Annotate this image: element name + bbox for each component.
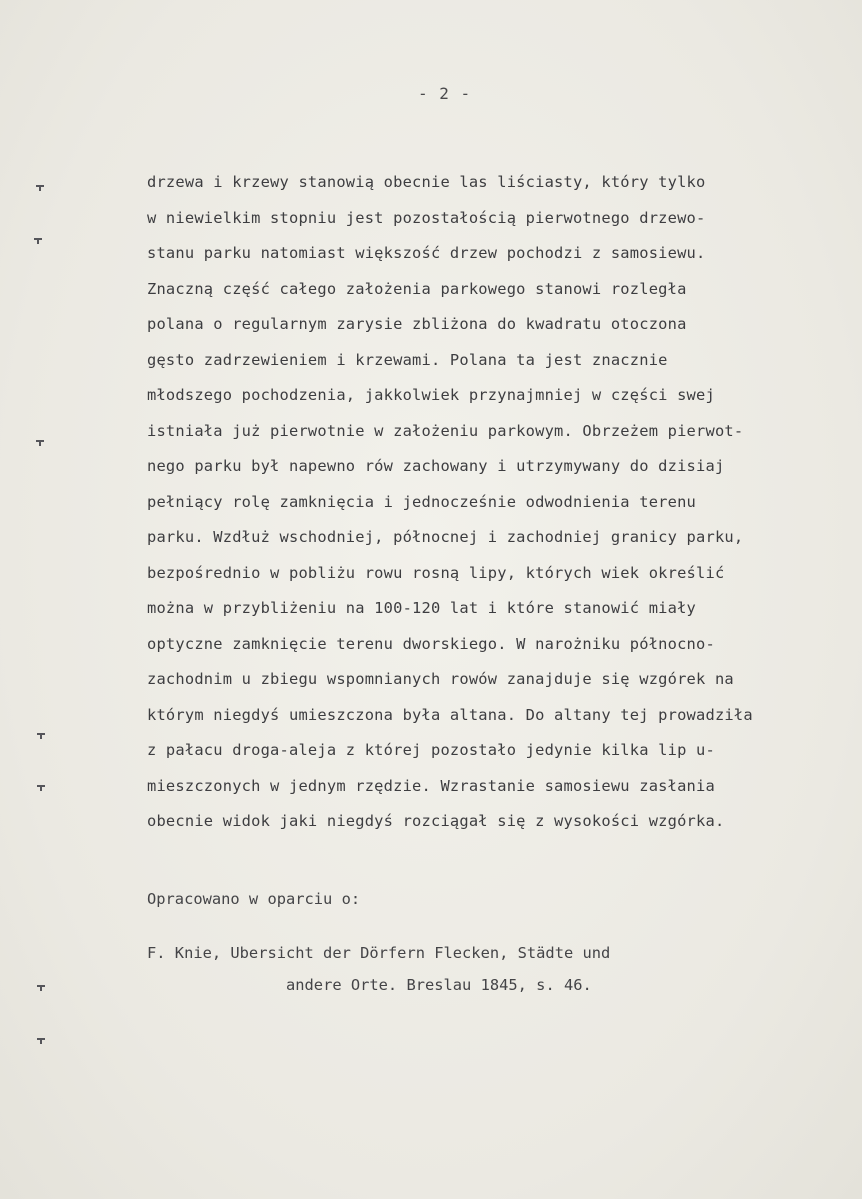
text-line: parku. Wzdłuż wschodniej, północnej i zachodniej granicy parku, xyxy=(147,528,744,546)
text-line: młodszego pochodzenia, jakkolwiek przynajmniej w części swej xyxy=(147,386,715,404)
text-line: drzewa i krzewy stanowią obecnie las liściasty, który tylko xyxy=(147,173,706,191)
text-line: bezpośrednio w pobliżu rowu rosną lipy, których wiek określić xyxy=(147,563,725,582)
reference-citation-continuation: andere Orte. Breslau 1845, s. 46. xyxy=(286,976,592,994)
text-line: Znaczną część całego założenia parkowego stanowi rozległa xyxy=(147,279,687,298)
punch-mark xyxy=(37,985,45,987)
punch-mark xyxy=(37,733,45,735)
punch-mark xyxy=(36,185,44,187)
text-line: polana o regularnym zarysie zbliżona do kwadratu otoczona xyxy=(147,315,687,333)
text-line: którym niegdyś umieszczona była altana. Do altany tej prowadziła xyxy=(147,705,753,724)
text-line: mieszczonych w jednym rzędzie. Wzrastanie samosiewu zasłania xyxy=(147,776,715,795)
text-line: pełniący rolę zamknięcia i jednocześnie odwodnienia terenu xyxy=(147,492,697,511)
text-line: w niewielkim stopniu jest pozostałością pierwotnego drzewo- xyxy=(147,208,706,227)
text-line: zachodnim u zbiegu wspomnianych rowów zanajduje się wzgórek na xyxy=(147,670,734,688)
page-number: - 2 - xyxy=(418,84,472,103)
reference-citation: F. Knie, Ubersicht der Dörfern Flecken, Städte und xyxy=(147,944,611,962)
text-line: można w przybliżeniu na 100-120 lat i które stanowić miały xyxy=(147,599,697,617)
source-heading: Opracowano w oparciu o: xyxy=(147,890,361,908)
punch-mark xyxy=(36,440,44,442)
punch-mark xyxy=(37,1038,45,1040)
text-line: obecnie widok jaki niegdyś rozciągał się z wysokości wzgórka. xyxy=(147,812,725,830)
text-line: nego parku był napewno rów zachowany i utrzymywany do dzisiaj xyxy=(147,457,725,475)
text-line: stanu parku natomiast większość drzew pochodzi z samosiewu. xyxy=(147,244,706,262)
text-line: z pałacu droga-aleja z której pozostało jedynie kilka lip u- xyxy=(147,741,715,759)
punch-mark xyxy=(37,785,45,787)
body-text xyxy=(147,170,847,845)
text-line: gęsto zadrzewieniem i krzewami. Polana ta jest znacznie xyxy=(147,350,668,369)
text-line: optyczne zamknięcie terenu dworskiego. W narożniku północno- xyxy=(147,634,715,653)
punch-mark xyxy=(34,238,42,240)
text-line: istniała już pierwotnie w założeniu parkowym. Obrzeżem pierwot- xyxy=(147,421,744,440)
